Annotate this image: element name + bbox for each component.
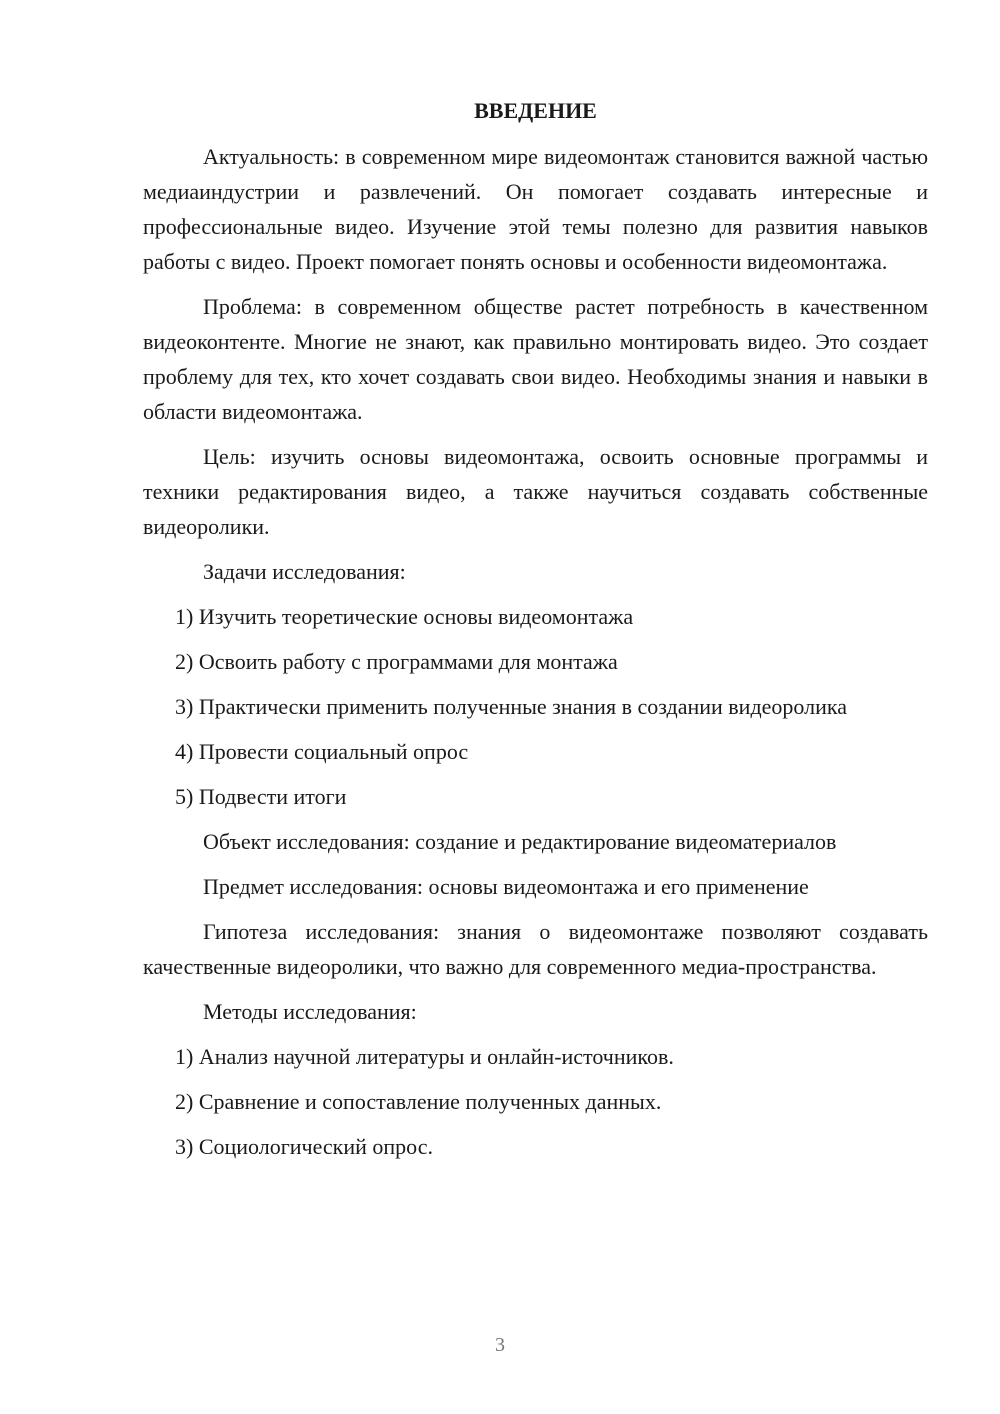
task-item-5: 5) Подвести итоги: [175, 784, 347, 809]
tasks-heading: Задачи исследования:: [203, 559, 406, 584]
task-item-4: 4) Провести социальный опрос: [175, 739, 469, 764]
method-item-2: 2) Сравнение и сопоставление полученных данных.: [175, 1089, 662, 1114]
object-line: Объект исследования: создание и редактирование видеоматериалов: [203, 829, 837, 854]
method-item-3: 3) Социологический опрос.: [175, 1134, 433, 1159]
task-item-2: 2) Освоить работу с программами для монтажа: [175, 649, 618, 674]
hypothesis-paragraph: Гипотеза исследования: знания о видеомонтаже позволяют создавать качественные видеоролики, что важно для современного медиа-пространства.: [143, 919, 928, 979]
method-item-1: 1) Анализ научной литературы и онлайн-источников.: [175, 1044, 674, 1069]
subject-line: Предмет исследования: основы видеомонтажа и его применение: [203, 874, 809, 899]
problem-paragraph: Проблема: в современном обществе растет потребность в качественном видеоконтенте. Многие не знают, как правильно монтировать видео. Это создает проблему для тех, кто хочет создавать свои видео. Необходимы знания и навыки в области видеомонтажа.: [143, 294, 928, 424]
document-page: [143, 95, 928, 1174]
task-item-1: 1) Изучить теоретические основы видеомонтажа: [175, 604, 634, 629]
page-number: 3: [495, 1334, 505, 1356]
methods-heading: Методы исследования:: [203, 999, 417, 1024]
section-title: ВВЕДЕНИЕ: [474, 98, 597, 123]
goal-paragraph: Цель: изучить основы видеомонтажа, освоить основные программы и техники редактирования видео, а также научиться создавать собственные видеоролики.: [143, 444, 928, 539]
task-item-3: 3) Практически применить полученные знания в создании видеоролика: [175, 694, 847, 719]
relevance-paragraph: Актуальность: в современном мире видеомонтаж становится важной частью медиаиндустрии и развлечений. Он помогает создавать интересные и профессиональные видео. Изучение этой темы полезно для развития навыков работы с видео. Проект помогает понять основы и особенности видеомонтажа.: [143, 144, 928, 274]
